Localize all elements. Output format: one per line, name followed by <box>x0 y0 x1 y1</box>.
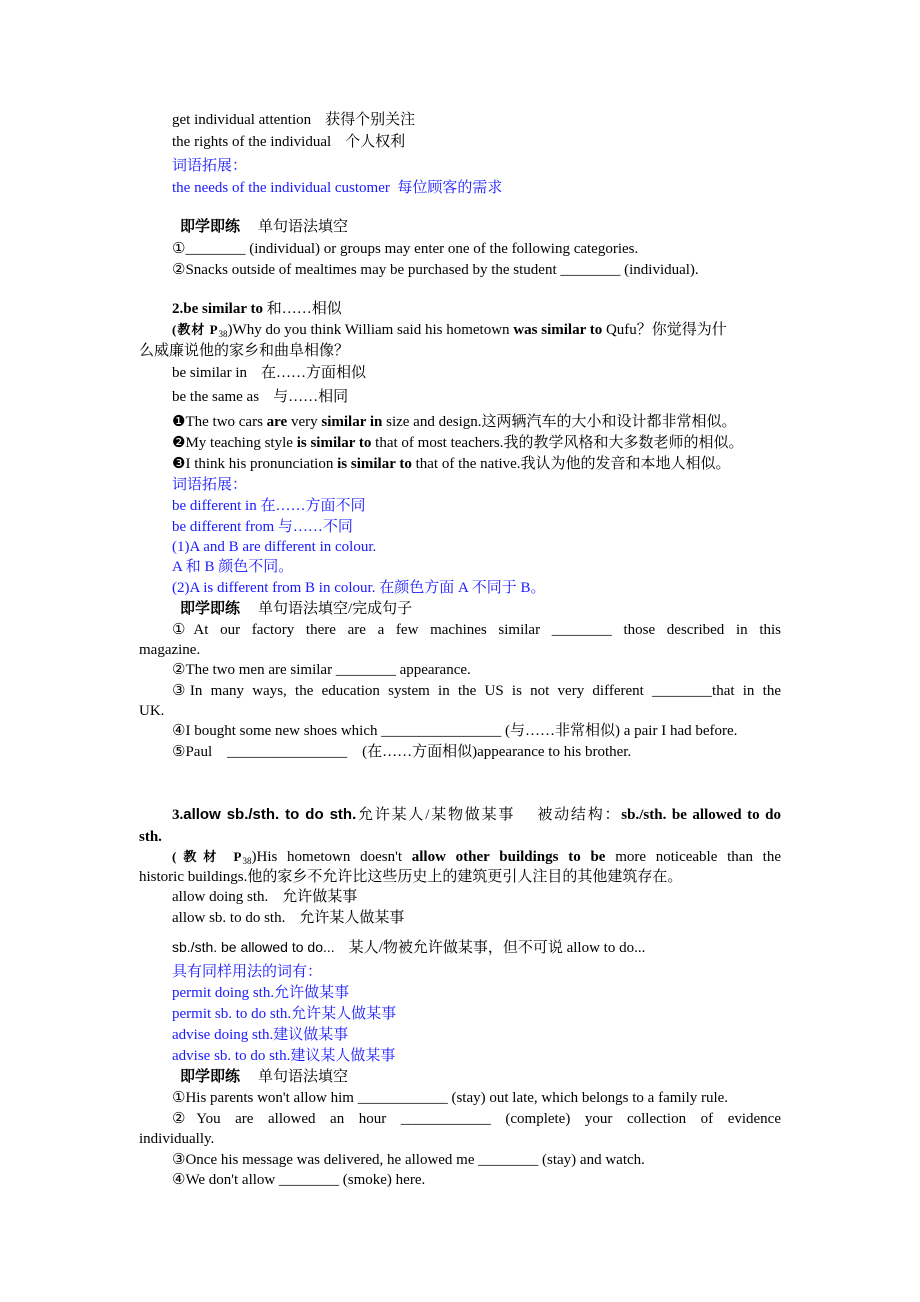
heading-phrase: allow sb./sth. to do sth. <box>183 806 357 823</box>
exercise-item-cont: magazine. <box>139 642 201 658</box>
extension-line: be different from 与……不同 <box>172 519 353 535</box>
heading-cn: 和……相似 <box>266 301 342 317</box>
extension-line: advise doing sth.建议做某事 <box>172 1027 349 1043</box>
extension-line: (1)A and B are different in colour. <box>172 539 377 555</box>
note-line: sb./sth. be allowed to do... 某人/物被允许做某事，但不可说 allow to do... <box>172 939 646 956</box>
exercise-item: ③Once his message was delivered, he allowed me ________ (stay) and watch. <box>172 1152 645 1168</box>
practice-title: 即学即练 <box>180 219 241 235</box>
heading-cn: 允许某人/某物做某事 <box>356 807 516 823</box>
example-sentence: ❷My teaching style is similar to that of most teachers.我的教学风格和大多数老师的相似。 <box>172 435 744 451</box>
phrase-en: the rights of the individual <box>172 134 332 150</box>
passive-phrase: sb./sth. be allowed to do <box>621 807 781 823</box>
practice-type: 单句语法填空 <box>258 1069 349 1085</box>
extension-line: permit doing sth.允许做某事 <box>172 985 350 1001</box>
exercise-item: ①At our factory there are a few machines similar ________ those described in this <box>172 622 781 638</box>
exercise-item: ①________ (individual) or groups may enter one of the following categories. <box>172 241 639 257</box>
passive-label: 被动结构： <box>537 807 622 823</box>
extension-cn: 每位顾客的需求 <box>397 180 503 196</box>
phrase-line <box>172 110 415 130</box>
number-badge: ❷ <box>172 435 186 451</box>
page-number: 38 <box>242 856 252 866</box>
practice-type: 单句语法填空/完成句子 <box>258 601 413 617</box>
heading-phrase: be similar to <box>183 301 263 317</box>
phrase-cn: 获得个别关注 <box>325 112 416 128</box>
exercise-item: ④We don't allow ________ (smoke) here. <box>172 1172 426 1188</box>
section-heading <box>172 299 342 319</box>
phrase-en: get individual attention <box>172 112 312 128</box>
extension-line: advise sb. to do sth.建议某人做某事 <box>172 1048 396 1064</box>
practice-heading <box>180 1067 348 1087</box>
textbook-label: (教材 P <box>172 322 219 337</box>
practice-heading <box>180 217 348 237</box>
practice-title: 即学即练 <box>180 601 241 617</box>
number-badge: ❶ <box>172 414 186 430</box>
exercise-item: ③In many ways, the education system in the US is not very different ________that in the <box>172 683 781 699</box>
practice-heading <box>180 599 412 619</box>
number-badge: ❸ <box>172 456 186 472</box>
extension-line <box>172 178 502 198</box>
extension-title: 具有同样用法的词有： <box>172 964 323 980</box>
phrase-line: be similar in 在……方面相似 <box>172 365 367 381</box>
extension-line: A 和 B 颜色不同。 <box>172 559 294 575</box>
extension-title: 词语拓展： <box>172 477 248 493</box>
quote-bold: was similar to <box>513 322 603 338</box>
textbook-label: (教材 P <box>172 849 243 864</box>
practice-title: 即学即练 <box>180 1069 241 1085</box>
extension-line: permit sb. to do sth.允许某人做某事 <box>172 1006 397 1022</box>
phrase-line: allow doing sth. 允许做某事 <box>172 889 358 905</box>
heading-num: 3. <box>172 807 184 823</box>
phrase-line: allow sb. to do sth. 允许某人做某事 <box>172 910 405 926</box>
extension-line: (2)A is different from B in colour. 在颜色方面 A 不同于 B。 <box>172 580 546 596</box>
source-quote: (教材 $P_{38})His$ hometown doesn't allow other buildings to be more noticeable than the <box>172 849 782 866</box>
phrase-line <box>172 132 405 152</box>
example-sentence: ❸I think his pronunciation is similar to that of the native.我认为他的发音和本地人相似。 <box>172 456 731 472</box>
example-sentence: ❶The two cars are very similar in size and design.这两辆汽车的大小和设计都非常相似。 <box>172 414 737 430</box>
extension-en: the needs of the individual customer <box>172 180 390 196</box>
section-heading-cont: sth. <box>139 829 162 845</box>
extension-line: be different in 在……方面不同 <box>172 498 366 514</box>
exercise-item-cont: UK. <box>139 703 165 719</box>
source-quote-cont: 么威廉说他的家乡和曲阜相像？ <box>139 343 350 359</box>
exercise-item: ⑤Paul ________________ (在……方面相似)appearance to his brother. <box>172 744 632 760</box>
phrase-line: be the same as 与……相同 <box>172 389 349 405</box>
exercise-item: ②Snacks outside of mealtimes may be purchased by the student ________ (individual). <box>172 262 699 278</box>
source-quote-cont: historic buildings.他的家乡不允许比这些历史上的建筑更引人注目的其他建筑存在。 <box>139 869 683 885</box>
section-heading <box>172 805 781 825</box>
source-quote: (教材 $P_{38})Why$ do you think William said his hometown was similar to Qufu？你觉得为什 <box>172 322 727 339</box>
heading-num: 2. <box>172 301 184 317</box>
exercise-item: ②You are allowed an hour ____________ (complete) your collection of evidence <box>172 1111 781 1127</box>
page-number: 38 <box>218 329 228 339</box>
phrase-cn: 个人权利 <box>345 134 406 150</box>
quote-bold: allow other buildings to be <box>411 849 606 865</box>
extension-title: 词语拓展： <box>172 158 248 174</box>
practice-type: 单句语法填空 <box>258 219 349 235</box>
exercise-item: ②The two men are similar ________ appearance. <box>172 662 471 678</box>
exercise-item: ①His parents won't allow him ____________ (stay) out late, which belongs to a family rule. <box>172 1090 729 1106</box>
exercise-item-cont: individually. <box>139 1131 215 1147</box>
exercise-item: ④I bought some new shoes which ________________ (与……非常相似) a pair I had before. <box>172 723 738 739</box>
